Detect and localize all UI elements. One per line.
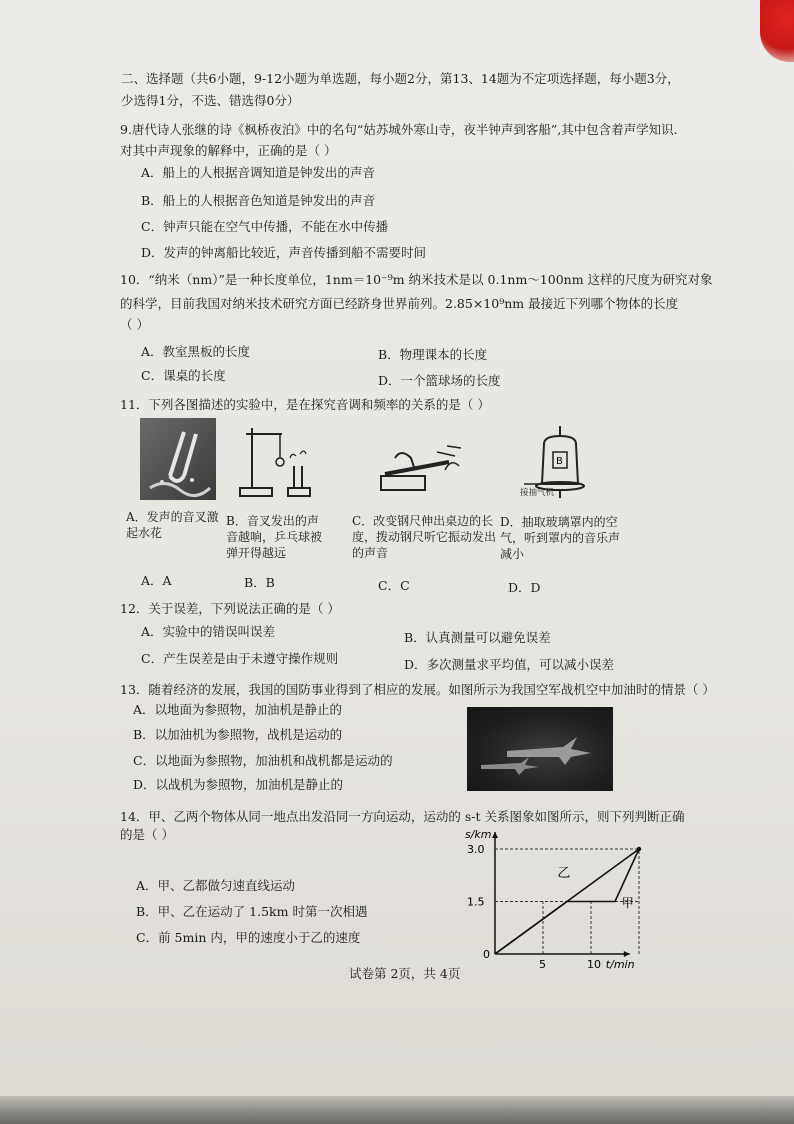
q13-option-b: B．以加油机为参照物，战机是运动的 — [133, 727, 343, 742]
q14-stem-line2: 的是（ ） — [120, 827, 174, 842]
q10-stem-line1: 10．“纳米（nm）”是一种长度单位，1nm＝10⁻⁹m 纳米技术是以 0.1nm～100nm 这样的尺度为研究对象 — [120, 272, 713, 287]
q10-stem-line3: （ ） — [120, 317, 149, 332]
page-footer: 试卷第 2页，共 4页 — [349, 966, 461, 981]
q9-option-b: B．船上的人根据音色知道是钟发出的声音 — [141, 193, 376, 208]
q14-stem-line1: 14．甲、乙两个物体从同一地点出发沿同一方向运动，运动的 s-t 关系图象如图所示，则下列判断正确 — [120, 809, 685, 824]
y-axis-arrow — [492, 832, 498, 838]
q13-option-d: D．以战机为参照物，加油机是静止的 — [133, 777, 344, 792]
x-axis-label: t/min — [605, 958, 635, 971]
q12-option-b: B．认真测量可以避免误差 — [404, 630, 551, 645]
q14-option-b: B．甲、乙在运动了 1.5km 时第一次相遇 — [136, 904, 368, 919]
q11-caption-b: B．音叉发出的声音越响，乒乓球被弹开得越远 — [226, 514, 323, 560]
section-header-line2: 少选得1分，不选、错选得0分） — [121, 93, 300, 108]
y-axis-label: s/km — [465, 828, 492, 841]
q9-option-d: D．发声的钟离船比较近，声音传播到船不需要时间 — [141, 245, 427, 260]
q13-stem: 13．随着经济的发展，我国的国防事业得到了相应的发展。如图所示为我国空军战机空中加油时的情景（ ） — [120, 682, 715, 697]
q12-stem: 12．关于误差，下列说法正确的是（ ） — [120, 601, 340, 616]
q12-option-d: D．多次测量求平均值，可以减小误差 — [404, 657, 615, 672]
q9-option-c: C．钟声只能在空气中传播，不能在水中传播 — [141, 219, 389, 234]
q11-caption-d: D．抽取玻璃罩内的空气，听到罩内的音乐声减小 — [500, 515, 621, 561]
x-tick-label: 10 — [587, 958, 601, 971]
q11-figure-a — [140, 418, 216, 500]
q9-stem-line2: 对其中声现象的解释中，正确的是（ ） — [120, 143, 337, 158]
intersection-point — [637, 847, 641, 851]
q9-option-a: A．船上的人根据音调知道是钟发出的声音 — [141, 165, 376, 180]
st-graph — [455, 824, 685, 974]
series-label-yi: 乙 — [557, 866, 571, 881]
q11-option-c: C．C — [378, 578, 410, 593]
q11-caption-a: A．发声的音叉激起水花 — [126, 510, 219, 540]
q11-stem: 11．下列各图描述的实验中，是在探究音调和频率的关系的是（ ） — [120, 397, 490, 412]
y-tick-label: 1.5 — [467, 895, 485, 909]
y-tick-label: 3.0 — [467, 843, 485, 856]
red-binder-tab — [760, 0, 794, 62]
q11-pump-label: 接抽气机 — [520, 488, 555, 498]
q13-option-a: A．以地面为参照物，加油机是静止的 — [133, 702, 343, 717]
x-axis-arrow — [624, 951, 630, 957]
origin-label: 0 — [483, 948, 490, 961]
q14-option-c: C．前 5min 内，甲的速度小于乙的速度 — [136, 930, 361, 945]
q10-stem-line2: 的科学，目前我国对纳米技术研究方面已经跻身世界前列。2.85×10⁹nm 最接近下列哪个物体的长度 — [120, 296, 679, 311]
q10-option-c: C．课桌的长度 — [141, 368, 226, 383]
q11-option-b: B．B — [244, 575, 275, 590]
refueling-aircraft-photo — [467, 707, 613, 791]
q13-option-c: C．以地面为参照物，加油机和战机都是运动的 — [133, 753, 393, 768]
q11-option-d: D．D — [508, 580, 541, 595]
q12-option-a: A．实验中的错误叫误差 — [141, 624, 276, 639]
q9-stem-line1: 9.唐代诗人张继的诗《枫桥夜泊》中的名句“姑苏城外寒山寺，夜半钟声到客船”,其中包含着声学知识. — [120, 122, 678, 137]
q11-figure-c — [375, 418, 467, 500]
section-header-line1: 二、选择题（共6小题，9-12小题为单选题，每小题2分，第13、14题为不定项选择题，每小题3分， — [121, 71, 680, 86]
x-tick-label: 5 — [539, 958, 546, 971]
q14-option-a: A．甲、乙都做匀速直线运动 — [136, 878, 296, 893]
scan-bottom-edge — [0, 1096, 794, 1124]
q10-option-a: A．教室黑板的长度 — [141, 344, 251, 359]
q11-option-a: A．A — [141, 573, 172, 588]
q11-caption-c: C．改变钢尺伸出桌边的长度，拨动钢尺听它振动发出的声音 — [352, 514, 497, 560]
q10-option-d: D．一个篮球场的长度 — [378, 373, 501, 388]
q12-option-c: C．产生误差是由于未遵守操作规则 — [141, 651, 339, 666]
svg-text:B: B — [556, 456, 563, 467]
series-label-jia: 甲 — [621, 895, 634, 910]
q11-figure-b — [236, 418, 320, 500]
q10-option-b: B．物理课本的长度 — [378, 347, 488, 362]
